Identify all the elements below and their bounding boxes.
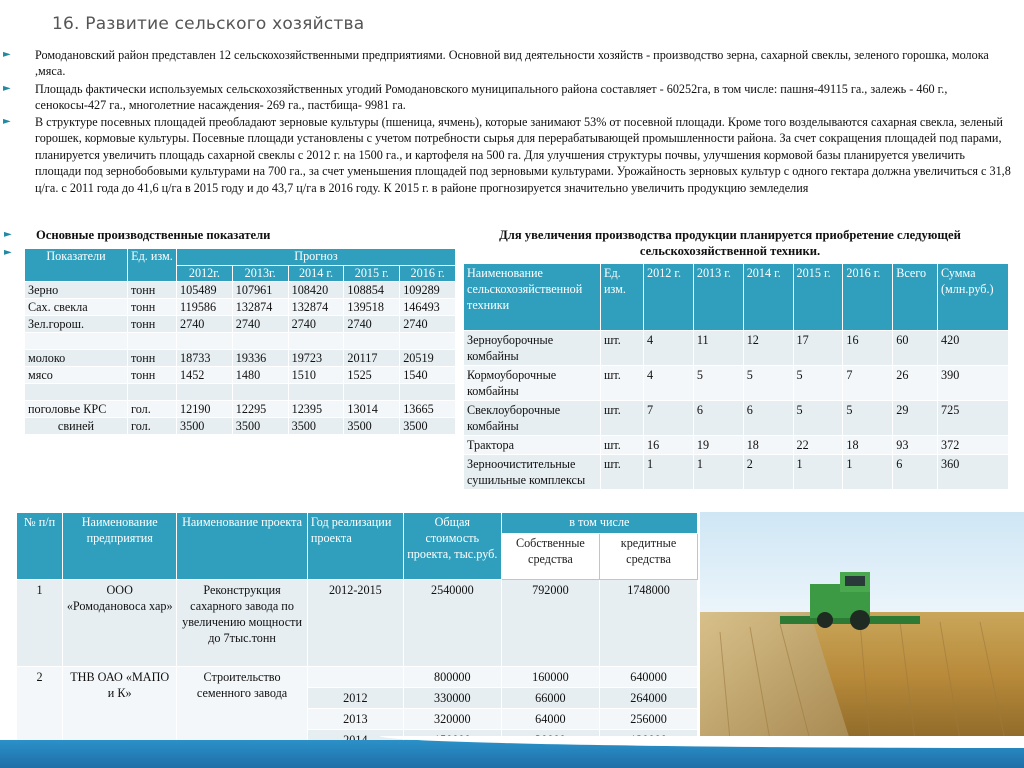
cell-project: Строительство семенного завода — [177, 667, 308, 751]
cell-value: 107961 — [232, 282, 288, 299]
cell: 18 — [843, 436, 893, 455]
col-header-including: в том числе — [501, 513, 697, 534]
cell: шт. — [601, 401, 644, 436]
row-name — [25, 384, 128, 401]
cell-value: 20117 — [344, 350, 400, 367]
table-row — [25, 401, 456, 418]
row-unit: тонн — [128, 282, 177, 299]
cell-value: 1452 — [177, 367, 233, 384]
cell-project: Реконструкция сахарного завода по увеличению мощности до 7тыс.тонн — [177, 580, 308, 667]
cell-value: 20519 — [400, 350, 456, 367]
bullet-icon: ► — [3, 49, 11, 60]
cell-value: 132874 — [232, 299, 288, 316]
row-name: поголовье КРС — [25, 401, 128, 418]
row-name: Зерно — [25, 282, 128, 299]
table-row — [25, 299, 456, 316]
paragraph-enterprises: ► Ромодановский район представлен 12 сельскохозяйственными предприятиями. Основной вид деятельности хозяйств - производство зерна, сахарной свеклы, зеленого горошка, молока ,мяса. — [3, 48, 989, 79]
cell: Трактора — [464, 436, 601, 455]
cell: 6 — [693, 401, 743, 436]
cell: 372 — [938, 436, 1009, 455]
cell: 1 — [644, 455, 694, 490]
cell: 1 — [843, 455, 893, 490]
investment-projects-table — [16, 512, 698, 751]
row-unit — [128, 384, 177, 401]
col-header-sum: Сумма (млн.руб.) — [938, 264, 1009, 331]
cell: 6 — [743, 401, 793, 436]
col-header-year: 2012г. — [177, 266, 233, 282]
col-header-own: Собственные средства — [501, 534, 599, 580]
cell-credit: 1748000 — [600, 580, 698, 667]
cell: шт. — [601, 436, 644, 455]
row-unit: тонн — [128, 367, 177, 384]
slide-title: 16. Развитие сельского хозяйства — [52, 14, 365, 34]
cell: 4 — [644, 331, 694, 366]
row-name: Сах. свекла — [25, 299, 128, 316]
cell-enterprise: ТНВ ОАО «МАПО и К» — [63, 667, 177, 751]
cell-value: 2740 — [400, 316, 456, 333]
col-header-project: Наименование проекта — [177, 513, 308, 580]
row-unit: гол. — [128, 401, 177, 418]
cell-value — [232, 333, 288, 350]
cell: 6 — [893, 455, 938, 490]
cell-value: 108420 — [288, 282, 344, 299]
row-unit: тонн — [128, 316, 177, 333]
cell-value: 1480 — [232, 367, 288, 384]
cell-value: 3500 — [288, 418, 344, 435]
col-header-unit: Ед. изм. — [601, 264, 644, 331]
bullet-icon: ► — [3, 116, 11, 127]
combine-harvester-photo — [700, 512, 1024, 740]
cell-cost: 330000 — [403, 688, 501, 709]
col-header-machinery: Наименование сельскохозяйственной техники — [464, 264, 601, 331]
cell-year — [307, 667, 403, 688]
cell: 19 — [693, 436, 743, 455]
cell: 93 — [893, 436, 938, 455]
cell-value — [288, 384, 344, 401]
table-row — [464, 455, 1009, 490]
cell-value: 19336 — [232, 350, 288, 367]
row-unit: гол. — [128, 418, 177, 435]
table-row — [464, 401, 1009, 436]
bullet-icon: ► — [4, 229, 12, 240]
col-header-cost: Общая стоимость проекта, тыс.руб. — [403, 513, 501, 580]
col-header-total: Всего — [893, 264, 938, 331]
cell: 4 — [644, 366, 694, 401]
cell-value — [177, 384, 233, 401]
cell-value: 3500 — [400, 418, 456, 435]
cell-value — [288, 333, 344, 350]
cell-value: 108854 — [344, 282, 400, 299]
cell-value: 2740 — [232, 316, 288, 333]
cell-value: 1540 — [400, 367, 456, 384]
col-header-year: 2012 г. — [644, 264, 694, 331]
cell-cost: 800000 — [403, 667, 501, 688]
cell-value: 3500 — [344, 418, 400, 435]
machinery-purchase-table — [463, 263, 1009, 490]
cell-value — [400, 384, 456, 401]
col-header-year: 2015 г. — [793, 264, 843, 331]
col-header-year: 2014 г. — [288, 266, 344, 282]
row-name — [25, 333, 128, 350]
cell-value: 2740 — [177, 316, 233, 333]
cell: 5 — [843, 401, 893, 436]
cell-value: 132874 — [288, 299, 344, 316]
row-name: свиней — [25, 418, 128, 435]
cell-own: 64000 — [501, 709, 599, 730]
cell-value: 1525 — [344, 367, 400, 384]
table-row — [464, 366, 1009, 401]
table-row — [17, 667, 698, 688]
cell: 1 — [693, 455, 743, 490]
table-row — [464, 436, 1009, 455]
table-row — [25, 367, 456, 384]
cell-value: 2740 — [288, 316, 344, 333]
col-header-num: № п/п — [17, 513, 63, 580]
col-header-forecast: Прогноз — [177, 249, 456, 266]
col-header-year: 2016 г. — [843, 264, 893, 331]
col-header-year: 2016 г. — [400, 266, 456, 282]
cell: 16 — [644, 436, 694, 455]
col-header-indicator: Показатели — [25, 249, 128, 282]
cell-value — [177, 333, 233, 350]
col-header-year: 2013г. — [232, 266, 288, 282]
cell-value: 119586 — [177, 299, 233, 316]
cell: 17 — [793, 331, 843, 366]
cell-value: 146493 — [400, 299, 456, 316]
row-unit: тонн — [128, 350, 177, 367]
cell-value: 12395 — [288, 401, 344, 418]
col-header-credit: кредитные средства — [600, 534, 698, 580]
table-row — [25, 316, 456, 333]
table2-caption: Для увеличения производства продукции планируется приобретение следующей сельскохозяйственной техники. — [499, 228, 961, 258]
cell-cost: 320000 — [403, 709, 501, 730]
cell: 5 — [743, 366, 793, 401]
table-row — [25, 350, 456, 367]
cell-value: 19723 — [288, 350, 344, 367]
cell: шт. — [601, 331, 644, 366]
cell: 725 — [938, 401, 1009, 436]
cell: 5 — [793, 366, 843, 401]
table-row — [25, 418, 456, 435]
cell: 60 — [893, 331, 938, 366]
cell: 1 — [793, 455, 843, 490]
cell-value: 3500 — [232, 418, 288, 435]
cell-own: 160000 — [501, 667, 599, 688]
col-header-year: 2014 г. — [743, 264, 793, 331]
table-row — [17, 580, 698, 667]
row-name: мясо — [25, 367, 128, 384]
cell-value: 109289 — [400, 282, 456, 299]
cell-value: 13014 — [344, 401, 400, 418]
paragraph-crop-structure: ► В структуре посевных площадей преобладают зерновые культуры (пшеница, ячмень), которые занимают 53% от посевной площади. Кроме того возделываются сахарная свекла, зеленый горошек, кормовые культуры. Посевные площади установлены с учетом потребности сырья для перерабатывающей промышленности района. За счет сокращения площадей под парами, планируется увеличить площадь сахарной свеклы с 2012 г. на 1500 га., и картофеля на 500 га. Для улучшения структуры почвы, улучшения кормовой базы планируется увеличить площади под зернобобовыми культурами на 700 га., за счет уменьшения площадей под зерновыми культурами. Урожайность зерновых культур с одного гектара должна увеличиться с 31,8 ц/га. с 2011 года до 41,6 ц/га в 2015 году и до 43,7 ц/га в 2016 году. К 2015 г. в районе прогнозируется значительно увеличить продукцию земледелия — [3, 115, 1011, 195]
cell-num: 1 — [17, 580, 63, 667]
cell: 420 — [938, 331, 1009, 366]
cell: 29 — [893, 401, 938, 436]
cell: Зерноуборочные комбайны — [464, 331, 601, 366]
cell: 360 — [938, 455, 1009, 490]
cell: шт. — [601, 366, 644, 401]
row-name: Зел.горош. — [25, 316, 128, 333]
cell: Свеклоуборочные комбайны — [464, 401, 601, 436]
bullet-icon: ► — [4, 247, 12, 258]
cell: Зерноочистительные сушильные комплексы — [464, 455, 601, 490]
cell-value — [344, 384, 400, 401]
cell: 18 — [743, 436, 793, 455]
cell: Кормоуборочные комбайны — [464, 366, 601, 401]
cell-year: 2012 — [307, 688, 403, 709]
cell: 12 — [743, 331, 793, 366]
cell: 7 — [644, 401, 694, 436]
cell-value: 3500 — [177, 418, 233, 435]
cell: 22 — [793, 436, 843, 455]
bullet-icon: ► — [3, 83, 11, 94]
cell-value: 18733 — [177, 350, 233, 367]
table1-caption: Основные производственные показатели — [36, 228, 271, 242]
cell: шт. — [601, 455, 644, 490]
production-indicators-table — [24, 248, 456, 435]
table-row — [25, 384, 456, 401]
cell: 5 — [693, 366, 743, 401]
cell: 5 — [793, 401, 843, 436]
cell-value — [400, 333, 456, 350]
cell-credit: 264000 — [600, 688, 698, 709]
paragraph-land-area: ► Площадь фактически используемых сельскохозяйственных угодий Ромодановского муниципального района составляет - 60252га, в том числе: пашня-49115 га., залежь - 460 г., сенокосы-427 га., многолетние насаждения- 269 га., пастбища- 9981 га. — [3, 82, 948, 113]
cell-value: 13665 — [400, 401, 456, 418]
cell: 11 — [693, 331, 743, 366]
cell-value — [232, 384, 288, 401]
cell-num: 2 — [17, 667, 63, 751]
col-header-enterprise: Наименование предприятия — [63, 513, 177, 580]
cell-value: 1510 — [288, 367, 344, 384]
cell-value — [344, 333, 400, 350]
cell-value: 2740 — [344, 316, 400, 333]
row-unit: тонн — [128, 299, 177, 316]
cell-year: 2013 — [307, 709, 403, 730]
cell-year: 2012-2015 — [307, 580, 403, 667]
cell: 390 — [938, 366, 1009, 401]
cell-value: 139518 — [344, 299, 400, 316]
table-row — [25, 282, 456, 299]
col-header-year: Год реализации проекта — [307, 513, 403, 580]
cell-own: 66000 — [501, 688, 599, 709]
cell: 16 — [843, 331, 893, 366]
cell-cost: 2540000 — [403, 580, 501, 667]
col-header-year: 2015 г. — [344, 266, 400, 282]
col-header-unit: Ед. изм. — [128, 249, 177, 282]
cell-value: 105489 — [177, 282, 233, 299]
col-header-year: 2013 г. — [693, 264, 743, 331]
row-unit — [128, 333, 177, 350]
table-row — [464, 331, 1009, 366]
cell-own: 792000 — [501, 580, 599, 667]
cell: 7 — [843, 366, 893, 401]
cell-value: 12190 — [177, 401, 233, 418]
cell-value: 12295 — [232, 401, 288, 418]
table-row — [25, 333, 456, 350]
cell: 2 — [743, 455, 793, 490]
cell-credit: 640000 — [600, 667, 698, 688]
row-name: молоко — [25, 350, 128, 367]
cell: 26 — [893, 366, 938, 401]
cell-credit: 256000 — [600, 709, 698, 730]
cell-enterprise: ООО «Ромодановоса хар» — [63, 580, 177, 667]
